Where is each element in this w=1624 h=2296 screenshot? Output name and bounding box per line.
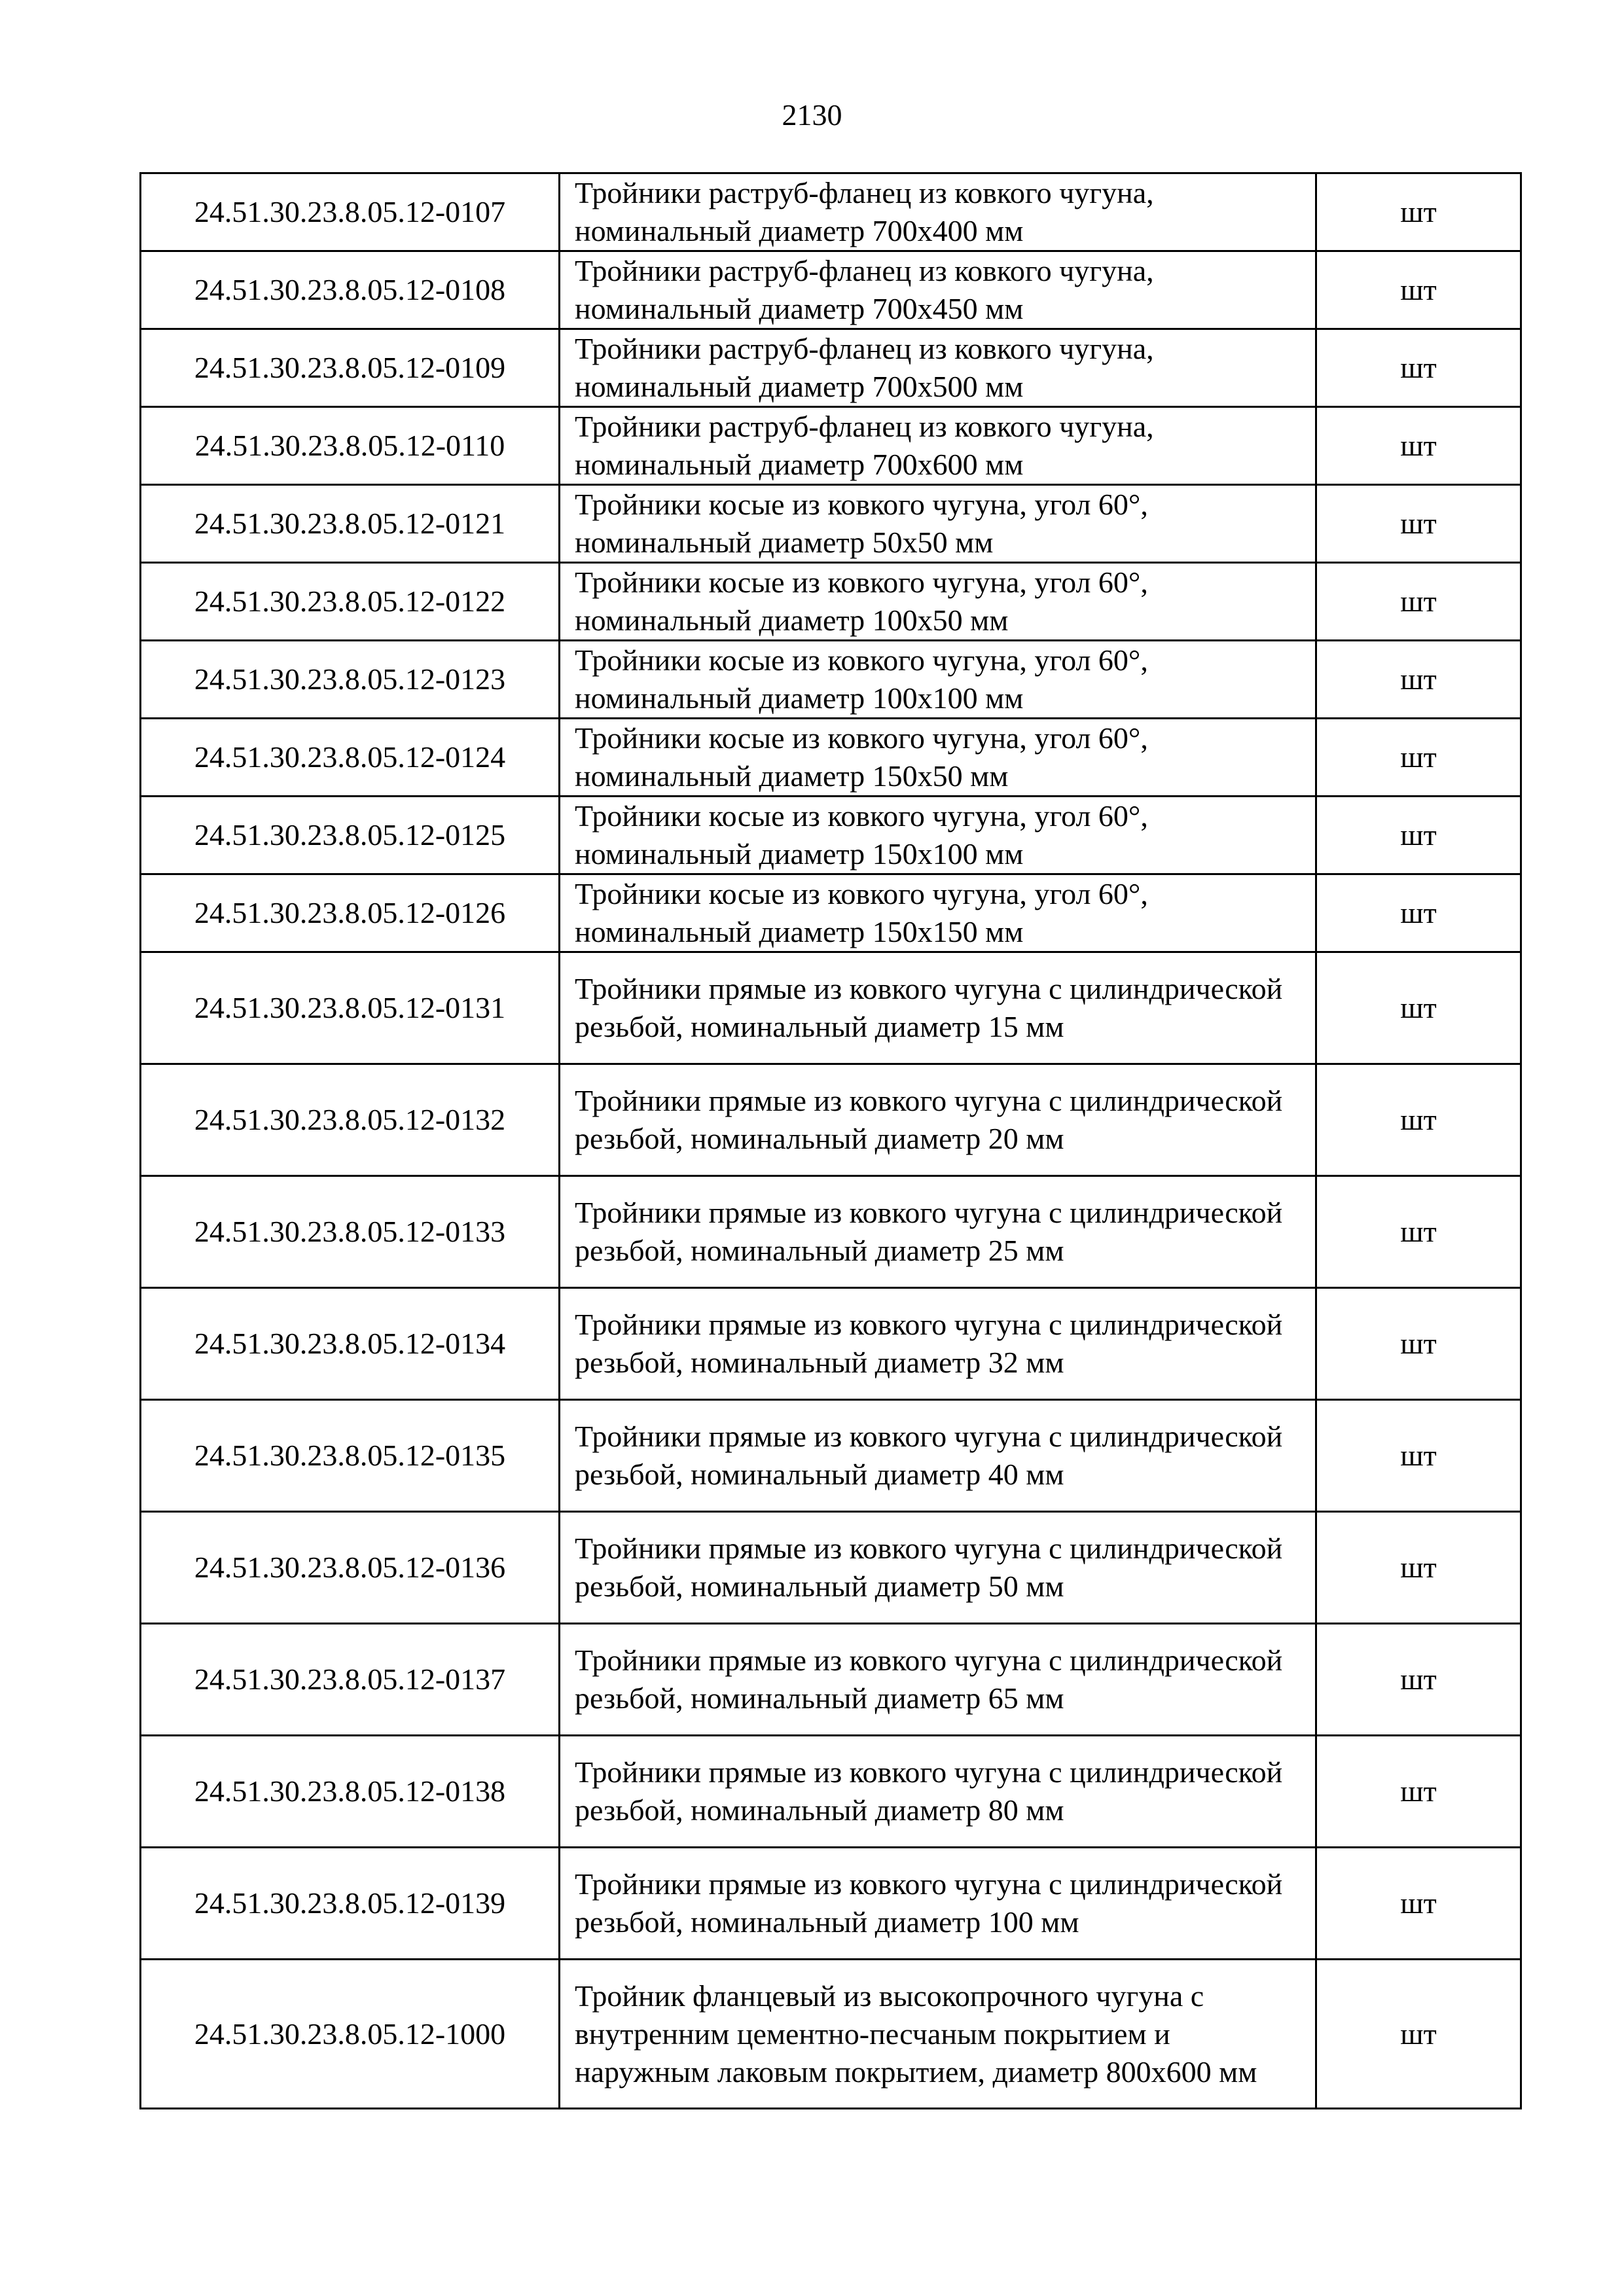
table-row: [141, 1736, 1521, 1848]
table-row: [141, 719, 1521, 797]
item-code: 24.51.30.23.8.05.12-0122: [141, 563, 560, 641]
item-description: Тройники косые из ковкого чугуна, угол 60°, номинальный диаметр 150x50 мм: [560, 719, 1316, 797]
table-row: [141, 641, 1521, 719]
item-code: 24.51.30.23.8.05.12-0124: [141, 719, 560, 797]
item-code: 24.51.30.23.8.05.12-0136: [141, 1512, 560, 1624]
table-row: [141, 797, 1521, 874]
item-description: Тройники раструб-фланец из ковкого чугуна, номинальный диаметр 700x600 мм: [560, 407, 1316, 485]
table-row: [141, 329, 1521, 407]
item-description: Тройники прямые из ковкого чугуна с цилиндрической резьбой, номинальный диаметр 40 мм: [560, 1400, 1316, 1512]
item-code: 24.51.30.23.8.05.12-0131: [141, 952, 560, 1064]
item-description: Тройник фланцевый из высокопрочного чугуна с внутренним цементно-песчаным покрытием и наружным лаковым покрытием, диаметр 800x600 мм: [560, 1960, 1316, 2109]
item-unit: шт: [1316, 797, 1521, 874]
item-description: Тройники прямые из ковкого чугуна с цилиндрической резьбой, номинальный диаметр 20 мм: [560, 1064, 1316, 1176]
item-description: Тройники раструб-фланец из ковкого чугуна, номинальный диаметр 700x500 мм: [560, 329, 1316, 407]
table-row: [141, 1064, 1521, 1176]
item-code: 24.51.30.23.8.05.12-0110: [141, 407, 560, 485]
item-description: Тройники косые из ковкого чугуна, угол 60°, номинальный диаметр 50x50 мм: [560, 485, 1316, 563]
item-code: 24.51.30.23.8.05.12-0133: [141, 1176, 560, 1288]
item-code: 24.51.30.23.8.05.12-0135: [141, 1400, 560, 1512]
item-unit: шт: [1316, 1176, 1521, 1288]
item-unit: шт: [1316, 1848, 1521, 1960]
item-unit: шт: [1316, 1288, 1521, 1400]
item-code: 24.51.30.23.8.05.12-0134: [141, 1288, 560, 1400]
item-code: 24.51.30.23.8.05.12-0125: [141, 797, 560, 874]
item-unit: шт: [1316, 1960, 1521, 2109]
item-description: Тройники косые из ковкого чугуна, угол 60°, номинальный диаметр 100x50 мм: [560, 563, 1316, 641]
items-table: [139, 172, 1522, 2109]
table-row: [141, 563, 1521, 641]
item-code: 24.51.30.23.8.05.12-0132: [141, 1064, 560, 1176]
page-number: 2130: [782, 98, 842, 132]
item-code: 24.51.30.23.8.05.12-0137: [141, 1624, 560, 1736]
item-code: 24.51.30.23.8.05.12-0121: [141, 485, 560, 563]
table-row: [141, 1624, 1521, 1736]
item-unit: шт: [1316, 1736, 1521, 1848]
table-row: [141, 173, 1521, 251]
item-unit: шт: [1316, 1064, 1521, 1176]
table-row: [141, 1512, 1521, 1624]
item-description: Тройники косые из ковкого чугуна, угол 60°, номинальный диаметр 100x100 мм: [560, 641, 1316, 719]
item-unit: шт: [1316, 407, 1521, 485]
item-unit: шт: [1316, 874, 1521, 952]
table-row: [141, 1848, 1521, 1960]
item-unit: шт: [1316, 251, 1521, 329]
table-row: [141, 407, 1521, 485]
table-row: [141, 1960, 1521, 2109]
table-row: [141, 952, 1521, 1064]
item-description: Тройники прямые из ковкого чугуна с цилиндрической резьбой, номинальный диаметр 25 мм: [560, 1176, 1316, 1288]
item-description: Тройники косые из ковкого чугуна, угол 60°, номинальный диаметр 150x100 мм: [560, 797, 1316, 874]
item-unit: шт: [1316, 952, 1521, 1064]
item-description: Тройники прямые из ковкого чугуна с цилиндрической резьбой, номинальный диаметр 65 мм: [560, 1624, 1316, 1736]
item-description: Тройники косые из ковкого чугуна, угол 60°, номинальный диаметр 150x150 мм: [560, 874, 1316, 952]
item-unit: шт: [1316, 173, 1521, 251]
item-code: 24.51.30.23.8.05.12-1000: [141, 1960, 560, 2109]
table-row: [141, 485, 1521, 563]
item-unit: шт: [1316, 1624, 1521, 1736]
item-description: Тройники прямые из ковкого чугуна с цилиндрической резьбой, номинальный диаметр 50 мм: [560, 1512, 1316, 1624]
item-code: 24.51.30.23.8.05.12-0109: [141, 329, 560, 407]
item-code: 24.51.30.23.8.05.12-0126: [141, 874, 560, 952]
item-unit: шт: [1316, 329, 1521, 407]
item-code: 24.51.30.23.8.05.12-0139: [141, 1848, 560, 1960]
table-row: [141, 1176, 1521, 1288]
item-description: Тройники прямые из ковкого чугуна с цилиндрической резьбой, номинальный диаметр 100 мм: [560, 1848, 1316, 1960]
item-unit: шт: [1316, 719, 1521, 797]
item-description: Тройники прямые из ковкого чугуна с цилиндрической резьбой, номинальный диаметр 32 мм: [560, 1288, 1316, 1400]
item-description: Тройники прямые из ковкого чугуна с цилиндрической резьбой, номинальный диаметр 80 мм: [560, 1736, 1316, 1848]
item-code: 24.51.30.23.8.05.12-0108: [141, 251, 560, 329]
item-code: 24.51.30.23.8.05.12-0123: [141, 641, 560, 719]
table-row: [141, 1400, 1521, 1512]
table-row: [141, 874, 1521, 952]
table-row: [141, 1288, 1521, 1400]
item-description: Тройники раструб-фланец из ковкого чугуна, номинальный диаметр 700x400 мм: [560, 173, 1316, 251]
item-unit: шт: [1316, 563, 1521, 641]
item-code: 24.51.30.23.8.05.12-0138: [141, 1736, 560, 1848]
item-unit: шт: [1316, 485, 1521, 563]
item-description: Тройники прямые из ковкого чугуна с цилиндрической резьбой, номинальный диаметр 15 мм: [560, 952, 1316, 1064]
table-row: [141, 251, 1521, 329]
item-description: Тройники раструб-фланец из ковкого чугуна, номинальный диаметр 700x450 мм: [560, 251, 1316, 329]
item-unit: шт: [1316, 641, 1521, 719]
item-unit: шт: [1316, 1512, 1521, 1624]
item-unit: шт: [1316, 1400, 1521, 1512]
item-code: 24.51.30.23.8.05.12-0107: [141, 173, 560, 251]
